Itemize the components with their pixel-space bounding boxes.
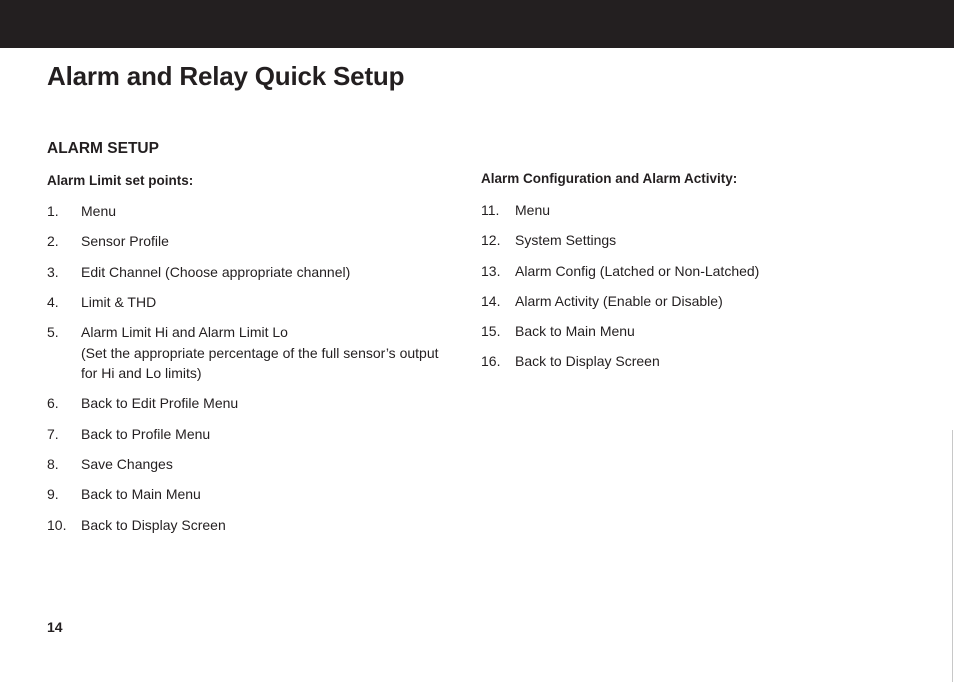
step-text: Edit Channel (Choose appropriate channel) bbox=[81, 263, 351, 280]
step-item bbox=[481, 261, 901, 282]
step-item bbox=[47, 322, 447, 384]
step-number: 7. bbox=[47, 425, 59, 442]
step-item bbox=[47, 262, 447, 283]
step-number: 8. bbox=[47, 456, 59, 473]
step-number: 11. bbox=[481, 202, 500, 218]
step-number: 1. bbox=[47, 203, 59, 219]
step-text: Back to Edit Profile Menu bbox=[81, 395, 239, 412]
step-item bbox=[481, 291, 901, 312]
step-text: Back to Display Screen bbox=[81, 516, 226, 533]
step-text: Limit & THD bbox=[81, 293, 157, 310]
step-text: Sensor Profile bbox=[81, 233, 169, 250]
step-text: Alarm Limit Hi and Alarm Limit Lo bbox=[81, 324, 288, 341]
right-subheading: Alarm Configuration and Alarm Activity: bbox=[481, 171, 738, 186]
step-item bbox=[47, 454, 447, 475]
left-subheading: Alarm Limit set points: bbox=[47, 173, 194, 188]
step-text: Alarm Activity (Enable or Disable) bbox=[515, 292, 723, 309]
step-item bbox=[47, 515, 447, 536]
step-item bbox=[47, 393, 447, 414]
step-text: Back to Profile Menu bbox=[81, 425, 211, 442]
step-item bbox=[47, 484, 447, 505]
step-item bbox=[481, 200, 901, 221]
step-number: 13. bbox=[481, 262, 501, 279]
step-number: 10. bbox=[47, 516, 67, 533]
step-number: 15. bbox=[481, 323, 501, 340]
step-number: 9. bbox=[47, 486, 59, 503]
header-bar bbox=[0, 0, 954, 48]
step-text: Save Changes bbox=[81, 456, 173, 473]
step-text: Menu bbox=[81, 203, 117, 219]
step-item bbox=[481, 351, 901, 372]
step-item bbox=[47, 231, 447, 252]
step-number: 14. bbox=[481, 292, 501, 309]
step-text: Back to Main Menu bbox=[515, 323, 635, 340]
alarm-limit-steps bbox=[47, 201, 447, 535]
page-title: Alarm and Relay Quick Setup bbox=[47, 61, 405, 91]
step-number: 5. bbox=[47, 324, 59, 341]
page-number: 14 bbox=[47, 619, 63, 635]
step-text: Menu bbox=[515, 202, 551, 218]
step-number: 2. bbox=[47, 233, 59, 250]
step-text: Back to Main Menu bbox=[81, 486, 201, 503]
page-edge-line bbox=[952, 430, 953, 682]
step-item bbox=[481, 321, 901, 342]
step-number: 4. bbox=[47, 293, 59, 310]
step-item bbox=[47, 424, 447, 445]
section-heading: ALARM SETUP bbox=[47, 140, 159, 157]
step-text: Alarm Config (Latched or Non-Latched) bbox=[515, 262, 760, 279]
step-text: Back to Display Screen bbox=[515, 353, 660, 370]
step-note: (Set the appropriate percentage of the full sensor’s output for Hi and Lo limits) bbox=[81, 344, 439, 382]
step-number: 16. bbox=[481, 353, 501, 370]
step-text: System Settings bbox=[515, 232, 617, 249]
step-item bbox=[481, 230, 901, 251]
step-item bbox=[47, 292, 447, 313]
step-item bbox=[47, 201, 447, 222]
step-number: 3. bbox=[47, 263, 59, 280]
step-number: 12. bbox=[481, 232, 501, 249]
step-number: 6. bbox=[47, 395, 59, 412]
alarm-config-steps bbox=[481, 200, 901, 372]
